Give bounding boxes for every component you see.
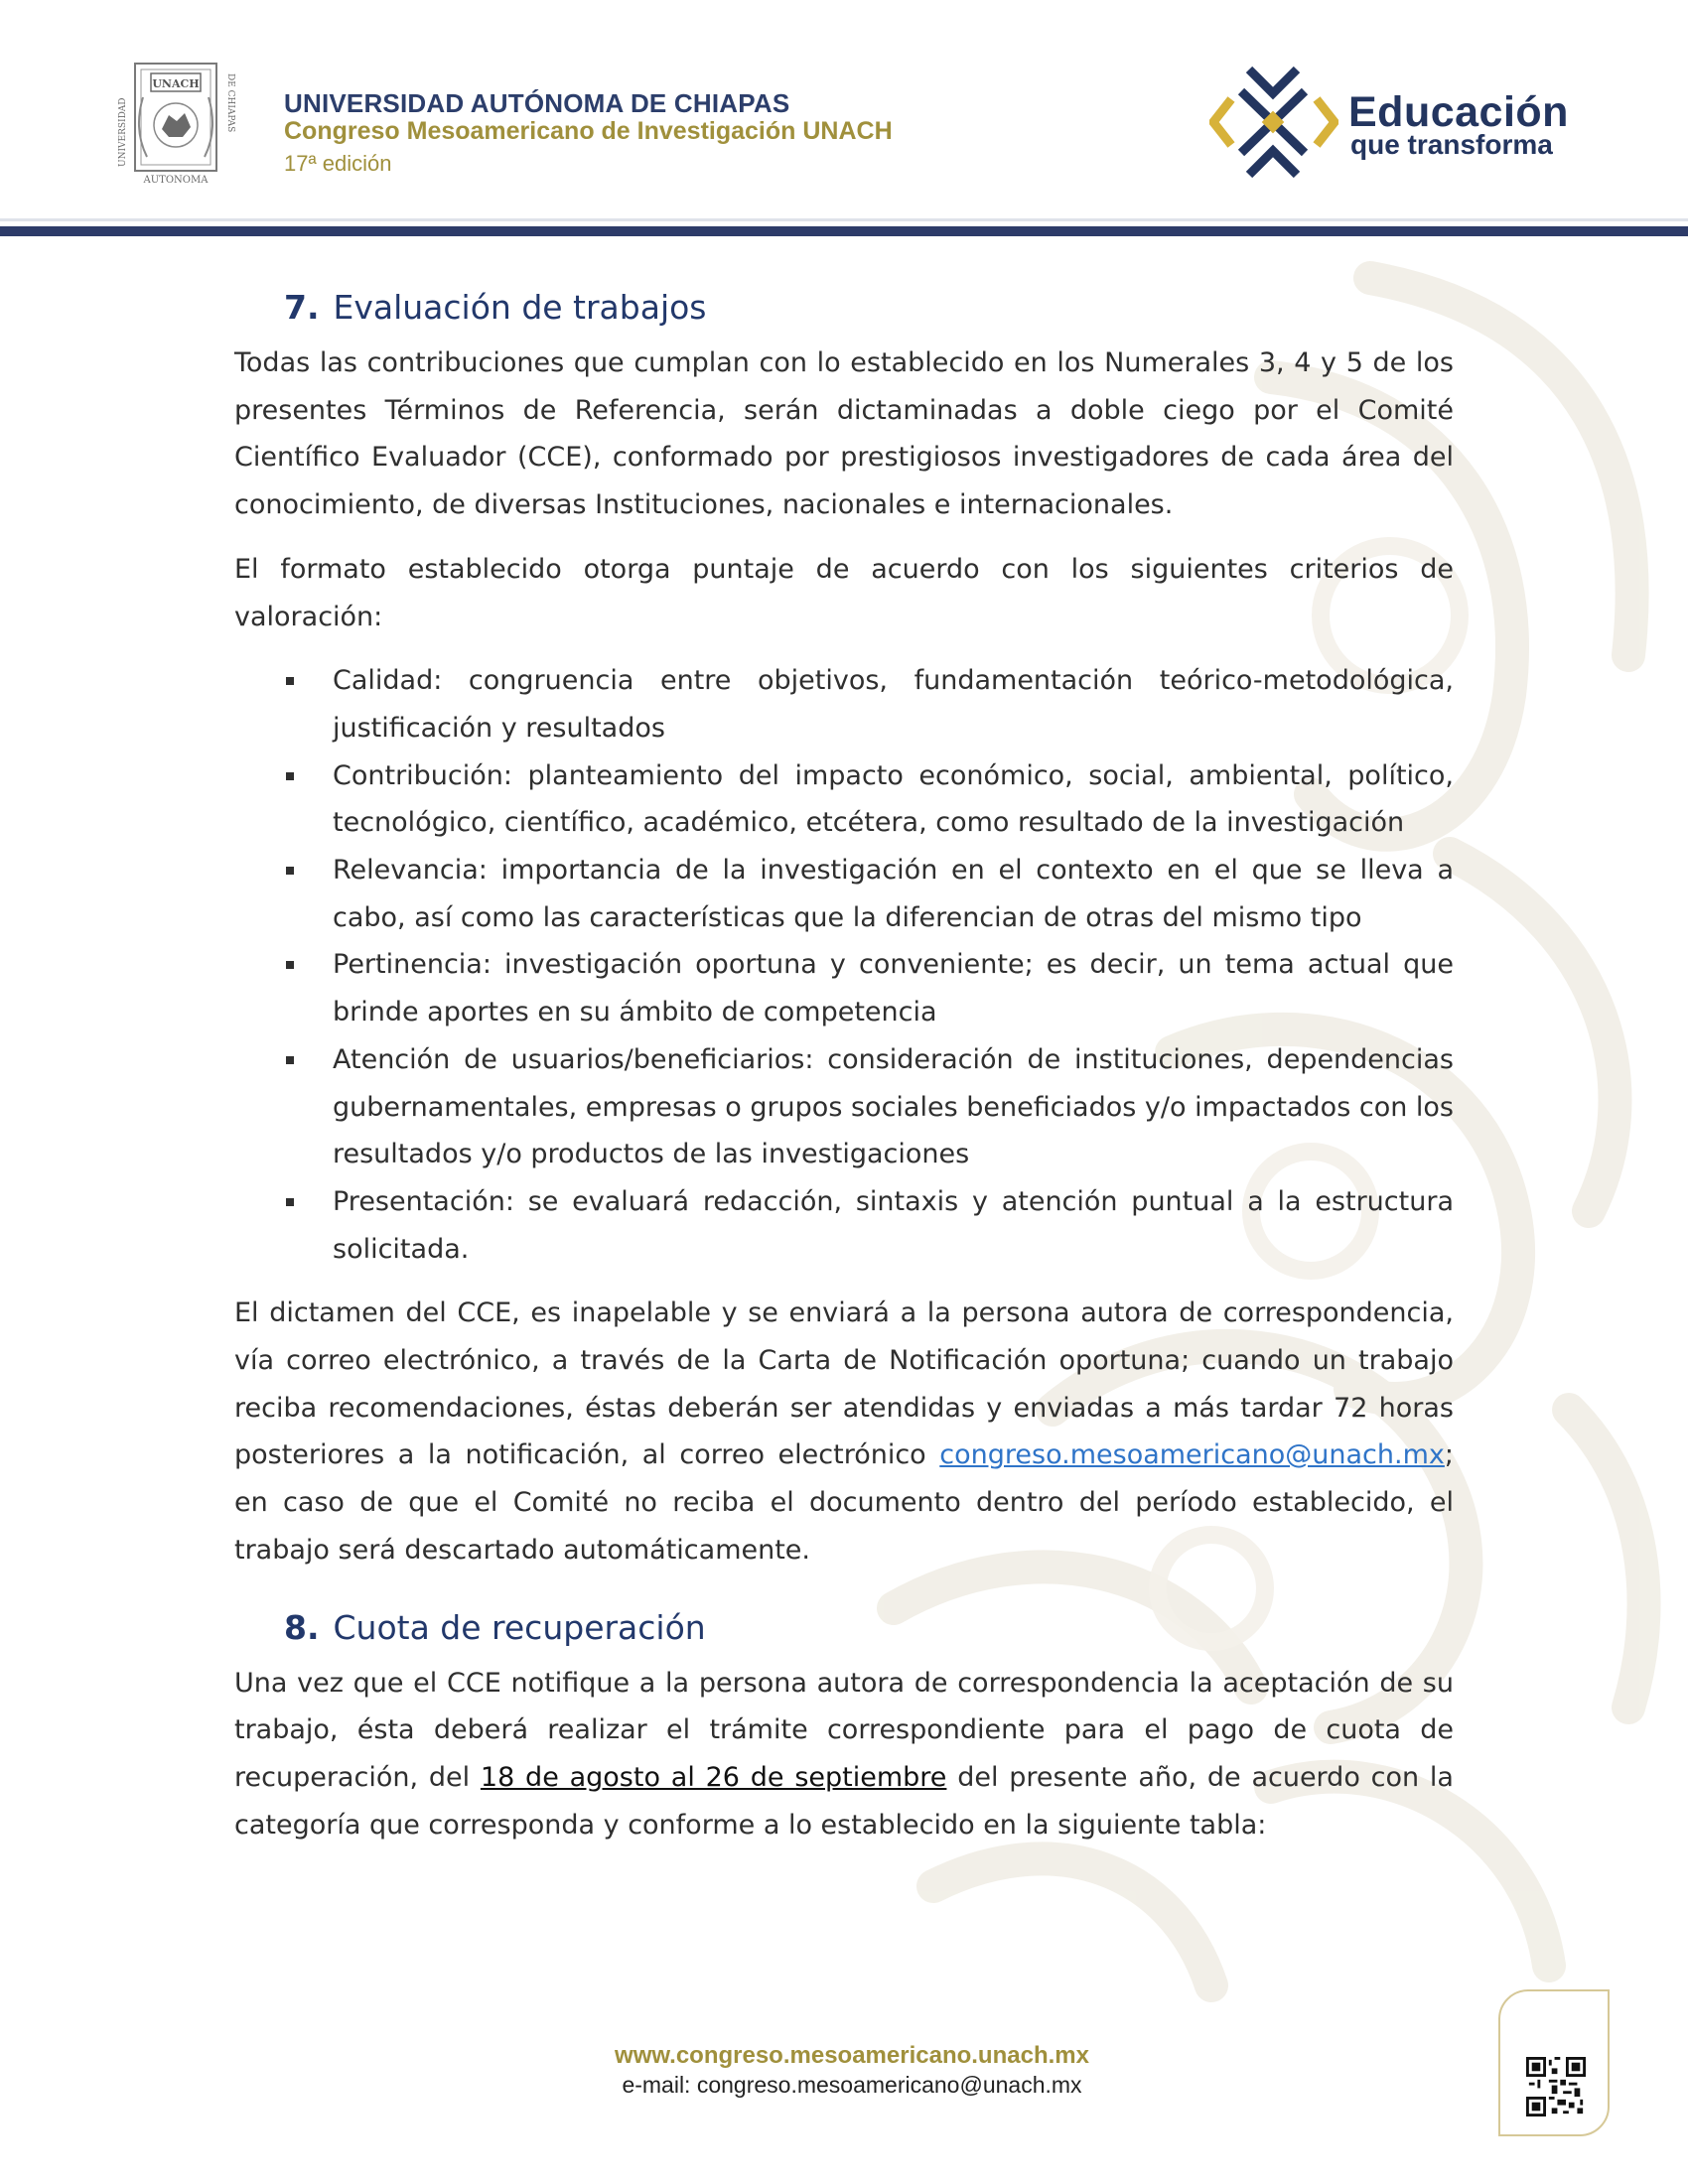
congress-name: Congreso Mesoamericano de Investigación UNACH — [284, 117, 893, 145]
bullet-square-icon — [286, 772, 294, 780]
list-item — [234, 752, 1454, 847]
criteria-lead: El formato establecido otorga puntaje de acuerdo con los siguientes criterios de valoración: — [234, 553, 1454, 632]
logo-text-educacion: Educación — [1348, 88, 1569, 136]
footer-website-text[interactable]: www.congreso.mesoamericano.unach.mx — [615, 2042, 1089, 2069]
page-header — [0, 0, 1688, 238]
list-item — [234, 941, 1454, 1035]
criteria-text: Pertinencia: investigación oportuna y conveniente; es decir, un tema actual que brinde aportes en su ámbito de competencia — [333, 949, 1454, 1028]
list-item — [234, 1036, 1454, 1178]
footer-email — [0, 2072, 1688, 2099]
svg-text:UNIVERSIDAD: UNIVERSIDAD — [118, 97, 128, 167]
svg-text:AUTONOMA: AUTONOMA — [143, 175, 209, 185]
footer-email-text: e-mail: congreso.mesoamericano@unach.mx — [622, 2072, 1082, 2098]
edition-label: 17ª edición — [284, 151, 392, 176]
criteria-text: Presentación: se evaluará redacción, sintaxis y atención puntual a la estructura solicitada. — [333, 1185, 1454, 1265]
list-item — [234, 1178, 1454, 1273]
qr-code-frame — [1498, 1989, 1610, 2136]
svg-text:UNACH: UNACH — [152, 77, 200, 90]
bullet-square-icon — [286, 677, 294, 685]
section-8-paragraph — [234, 1660, 1454, 1849]
criteria-list — [234, 657, 1454, 1273]
section-7-number: 7. — [284, 288, 320, 327]
document-body — [234, 284, 1454, 1865]
section-8-number: 8. — [284, 1607, 320, 1647]
list-item — [234, 847, 1454, 941]
criteria-text: Relevancia: importancia de la investigación en el contexto en el que se lleva a cabo, así como las características que la diferencian de otras del mismo tipo — [333, 855, 1454, 933]
section-8-title: Cuota de recuperación — [333, 1607, 706, 1647]
verdict-paragraph — [234, 1290, 1454, 1573]
contact-email-link[interactable]: congreso.mesoamericano@unach.mx — [939, 1439, 1445, 1471]
educacion-que-transforma-logo — [1209, 62, 1338, 183]
section-7-title: Evaluación de trabajos — [333, 288, 707, 327]
footer-website — [0, 2042, 1688, 2070]
qr-code-icon — [1526, 2057, 1586, 2116]
header-divider-thin — [0, 218, 1688, 221]
criteria-text: Atención de usuarios/beneficiarios: consideración de instituciones, dependencias gubernamentales, empresas o grupos sociales beneficiados y/o impactados con los resultados y/o productos de las investigaciones — [333, 1043, 1454, 1170]
fee-text-1: Una vez que el CCE notifique a la persona autora de correspondencia la aceptación de su trabajo, ésta deberá realizar el trámite correspondiente para el pago de cuota de recuperación, del — [234, 1667, 1454, 1793]
verdict-text-2: ; en caso de que el Comité no reciba el documento dentro del período establecido, el trabajo será descartado automáticamente. — [234, 1439, 1454, 1566]
verdict-text-1: El dictamen del CCE, es inapelable y se enviará a la persona autora de correspondencia, vía correo electrónico, a través de la Carta de Notificación oportuna; cuando un trabajo reciba recomendaciones, éstas deberán ser atendidas y enviadas a más tardar 72 horas posteriores a la notificación, al correo electrónico — [234, 1297, 1454, 1471]
criteria-text: Contribución: planteamiento del impacto económico, social, ambiental, político, tecnológico, científico, académico, etcétera, como resultado de la investigación — [333, 759, 1454, 839]
header-divider — [0, 226, 1688, 236]
logo-text-que-transforma: que transforma — [1350, 129, 1553, 160]
bullet-square-icon — [286, 961, 294, 969]
bullet-square-icon — [286, 1198, 294, 1206]
section-7-heading — [284, 284, 1454, 332]
list-item — [234, 657, 1454, 751]
section-7-intro: Todas las contribuciones que cumplan con lo establecido en los Numerales 3, 4 y 5 de los presentes Términos de Referencia, serán dictaminadas a doble ciego por el Comité Científico Evaluador (CCE), conformado por prestigiosos investigadores de cada área del conocimiento, de diversas Instituciones, nacionales e internacionales. — [234, 347, 1454, 521]
payment-dates: 18 de agosto al 26 de septiembre — [480, 1761, 947, 1793]
bullet-square-icon — [286, 1056, 294, 1064]
bullet-square-icon — [286, 867, 294, 875]
university-name: UNIVERSIDAD AUTÓNOMA DE CHIAPAS — [284, 88, 790, 118]
unach-seal-logo — [107, 58, 246, 185]
svg-text:DE CHIAPAS: DE CHIAPAS — [225, 73, 235, 133]
fee-text-2: del presente año, de acuerdo con la categoría que corresponda y conforme a lo establecido en la siguiente tabla: — [234, 1761, 1454, 1841]
criteria-text: Calidad: congruencia entre objetivos, fundamentación teórico-metodológica, justificación y resultados — [333, 665, 1454, 744]
section-8-heading — [284, 1604, 1454, 1652]
